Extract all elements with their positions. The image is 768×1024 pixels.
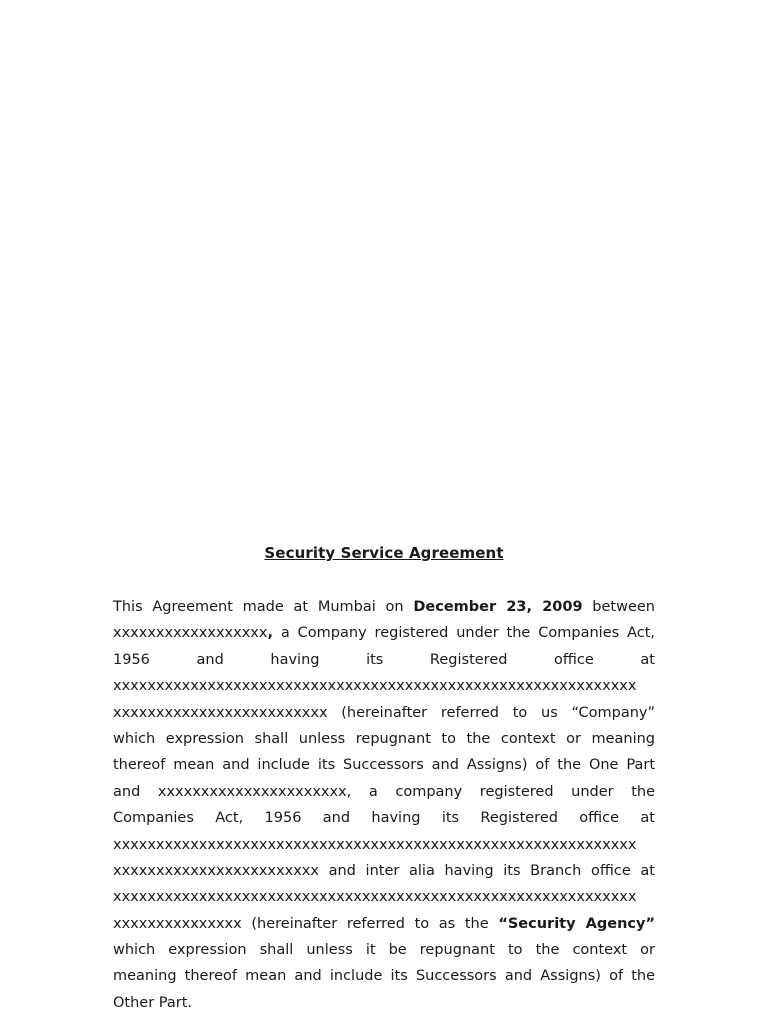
bold-text: ,: [267, 625, 273, 642]
paragraph-line: [113, 647, 655, 673]
bold-text: “Security Agency”: [498, 915, 655, 932]
paragraph-line: [113, 752, 655, 778]
document-title: Security Service Agreement: [264, 544, 504, 562]
text-run: which expression shall unless repugnant to the context or meaning: [113, 730, 655, 747]
text-run: and xxxxxxxxxxxxxxxxxxxxxx, a company registered under the: [113, 783, 655, 800]
paragraph-line: [113, 884, 655, 910]
paragraph-line: [113, 937, 655, 963]
text-run: xxxxxxxxxxxxxxxxxxxxxxxxxxxxxxxxxxxxxxxxxxxxxxxxxxxxxxxxxxxxx: [113, 678, 637, 695]
paragraph-line: [113, 858, 655, 884]
text-run: xxxxxxxxxxxxxxxxxx: [113, 625, 268, 642]
text-run: thereof mean and include its Successors and Assigns) of the One Part: [113, 757, 655, 774]
text-run: Other Part.: [113, 994, 193, 1011]
paragraph-line: [113, 911, 655, 937]
text-run: This Agreement made at Mumbai on: [113, 599, 414, 615]
text-run: 1956 and having its Registered office at: [113, 651, 655, 668]
paragraph-line: [113, 726, 655, 752]
text-run: which expression shall unless it be repugnant to the context or: [113, 942, 655, 959]
paragraph-line: [113, 620, 655, 646]
paragraph-line: [113, 673, 655, 699]
paragraph-line: [113, 779, 655, 805]
text-run: xxxxxxxxxxxxxxxxxxxxxxxxxxxxxxxxxxxxxxxxxxxxxxxxxxxxxxxxxxxxx: [113, 889, 637, 906]
text-run: xxxxxxxxxxxxxxxxxxxxxxxxx (hereinafter referred to us “Company”: [113, 704, 655, 721]
paragraph-line: [113, 805, 655, 831]
paragraph-line: [113, 594, 655, 620]
text-run: xxxxxxxxxxxxxxxxxxxxxxxxxxxxxxxxxxxxxxxxxxxxxxxxxxxxxxxxxxxxx: [113, 836, 637, 853]
paragraph-line: [113, 990, 655, 1016]
text-run: xxxxxxxxxxxxxxxxxxxxxxxx and inter alia having its Branch office at: [113, 862, 655, 879]
text-run: meaning thereof mean and include its Successors and Assigns) of the: [113, 968, 655, 985]
text-run: xxxxxxxxxxxxxxx (hereinafter referred to as the: [113, 915, 499, 932]
text-run: Companies Act, 1956 and having its Registered office at: [113, 810, 655, 827]
text-run: a Company registered under the Companies Act,: [272, 625, 655, 642]
agreement-paragraph: [113, 594, 655, 1016]
paragraph-line: [113, 832, 655, 858]
text-run: between: [582, 599, 655, 615]
paragraph-line: [113, 963, 655, 989]
bold-text: December 23, 2009: [413, 599, 583, 615]
paragraph-line: [113, 700, 655, 726]
